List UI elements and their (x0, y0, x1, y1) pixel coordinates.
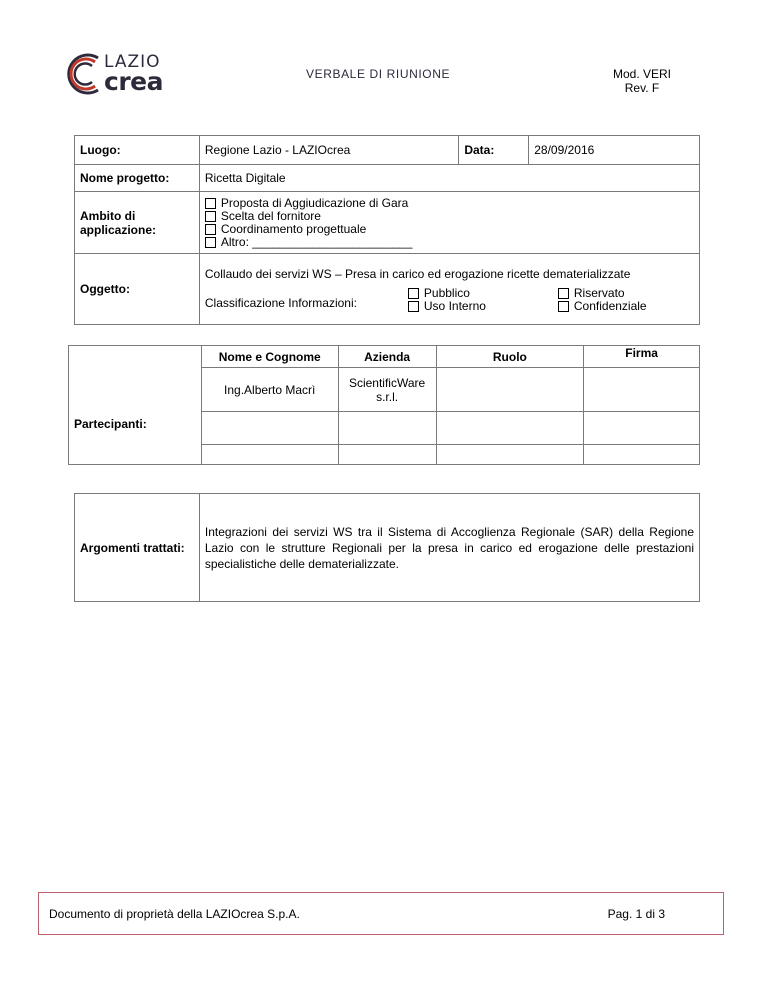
ambito-option[interactable]: Proposta di Aggiudicazione di Gara (205, 197, 694, 210)
oggetto-label: Oggetto: (75, 254, 200, 325)
footer-ownership: Documento di proprietà della LAZIOcrea S.p.A. (49, 907, 300, 921)
checkbox-icon[interactable] (408, 288, 419, 299)
classificazione-option[interactable]: Confidenziale (558, 300, 647, 313)
argomenti-label: Argomenti trattati: (75, 494, 200, 602)
checkbox-icon[interactable] (205, 237, 216, 248)
revision-code: Rev. F (624, 81, 660, 95)
topics-table (74, 493, 700, 602)
oggetto-cell (199, 254, 699, 325)
table-cell (584, 412, 700, 445)
lazio-crea-logo (62, 50, 172, 98)
partecipanti-label: Partecipanti: (69, 346, 202, 465)
logo-c-icon (62, 50, 104, 98)
oggetto-value: Collaudo dei servizi WS – Presa in carico ed erogazione ricette dematerializzate (204, 267, 631, 281)
logo-text-lazio: LAZIO (104, 52, 161, 72)
column-header: Firma (584, 346, 700, 368)
column-header: Azienda (338, 346, 436, 368)
progetto-label: Nome progetto: (75, 165, 200, 192)
classificazione-group-right (558, 287, 647, 313)
data-value: 28/09/2016 (529, 136, 700, 165)
checkbox-icon[interactable] (558, 301, 569, 312)
table-cell (201, 445, 338, 465)
argomenti-text: Integrazioni dei servizi WS tra il Sistema di Accoglienza Regionale (SAR) della Regione Lazio con le strutture Regionali per la presa in carico ed erogazione delle prestazioni specialistiche delle dematerializzate. (199, 494, 699, 602)
classificazione-group-left (408, 287, 486, 313)
document-title: VERBALE DI RIUNIONE (306, 67, 451, 81)
model-code: Mod. VERI (612, 67, 672, 81)
table-cell: Ing.Alberto Macrì (201, 368, 338, 412)
checkbox-icon[interactable] (205, 198, 216, 209)
table-cell (436, 368, 584, 412)
table-cell (338, 412, 436, 445)
luogo-label: Luogo: (75, 136, 200, 165)
checkbox-icon[interactable] (205, 211, 216, 222)
ambito-option[interactable]: Altro: ________________________ (205, 236, 694, 249)
luogo-value: Regione Lazio - LAZIOcrea (199, 136, 458, 165)
ambito-option[interactable]: Scelta del fornitore (205, 210, 694, 223)
data-label: Data: (459, 136, 529, 165)
table-cell (201, 412, 338, 445)
table-cell (584, 368, 700, 412)
classificazione-label: Classificazione Informazioni: (204, 296, 357, 310)
model-revision (600, 67, 684, 95)
ambito-label: Ambito di applicazione: (75, 192, 200, 254)
column-header: Ruolo (436, 346, 584, 368)
column-header: Nome e Cognome (201, 346, 338, 368)
meeting-info-table (74, 135, 700, 325)
table-cell (338, 445, 436, 465)
logo-text-crea: crea (104, 67, 163, 96)
classificazione-option[interactable]: Riservato (558, 287, 647, 300)
table-cell: ScientificWare s.r.l. (338, 368, 436, 412)
table-cell (584, 445, 700, 465)
ambito-option[interactable]: Coordinamento progettuale (205, 223, 694, 236)
checkbox-icon[interactable] (408, 301, 419, 312)
table-cell (436, 412, 584, 445)
classificazione-option[interactable]: Uso Interno (408, 300, 486, 313)
page-footer (38, 892, 724, 935)
ambito-options (199, 192, 699, 254)
checkbox-icon[interactable] (558, 288, 569, 299)
classificazione-option[interactable]: Pubblico (408, 287, 486, 300)
page-number: Pag. 1 di 3 (607, 907, 665, 921)
table-cell (436, 445, 584, 465)
progetto-value: Ricetta Digitale (199, 165, 699, 192)
checkbox-icon[interactable] (205, 224, 216, 235)
participants-table (68, 345, 700, 465)
